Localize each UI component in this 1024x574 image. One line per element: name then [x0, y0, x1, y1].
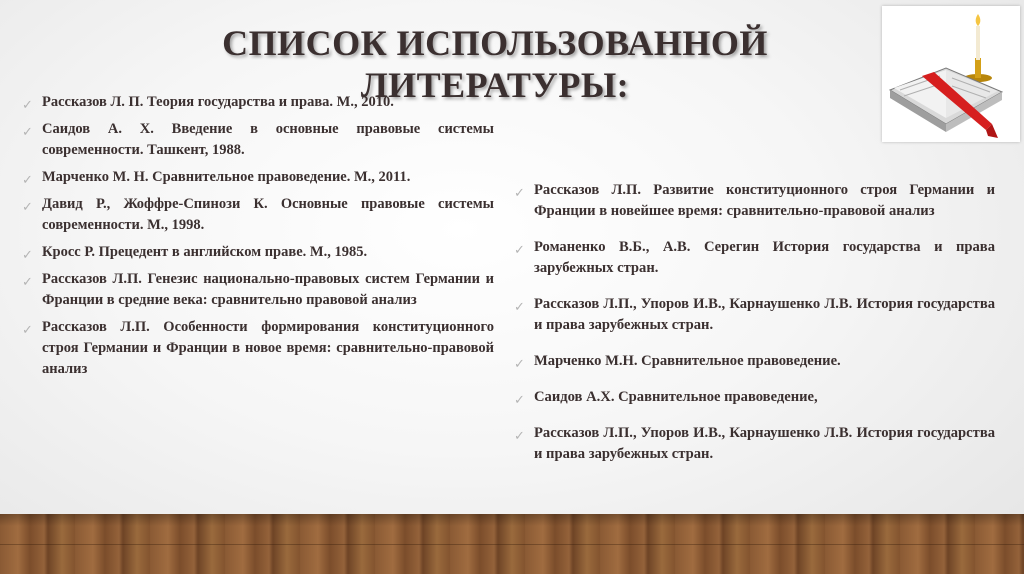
references-list-left — [22, 92, 494, 386]
list-item: ✓ Марченко М.Н. Сравнительное правоведение. — [514, 351, 995, 372]
checkmark-icon: ✓ — [514, 428, 525, 443]
checkmark-icon: ✓ — [514, 356, 525, 371]
list-item: ✓ Романенко В.Б., А.В. Серегин История государства и права зарубежных стран. — [514, 239, 995, 276]
list-item: ✓ Рассказов Л. П. Теория государства и права. М., 2010. — [22, 92, 494, 113]
checkmark-icon: ✓ — [514, 299, 525, 314]
checkmark-icon: ✓ — [514, 185, 525, 200]
list-item: ✓ Рассказов Л.П., Упоров И.В., Карнаушенко Л.В. История государства и права зарубежных стран. — [514, 296, 995, 333]
list-item: ✓ Марченко М. Н. Сравнительное правоведение. М., 2011. — [22, 167, 494, 188]
list-item: ✓ Саидов А. Х. Введение в основные правовые системы современности. Ташкент, 1988. — [22, 121, 494, 158]
checkmark-icon: ✓ — [22, 97, 33, 112]
checkmark-icon: ✓ — [22, 199, 33, 214]
checkmark-icon: ✓ — [22, 274, 33, 289]
checkmark-icon: ✓ — [514, 242, 525, 257]
list-item: ✓ Саидов А.Х. Сравнительное правоведение, — [514, 387, 995, 408]
list-item: ✓ Рассказов Л.П. Особенности формирования конституционного строя Германии и Франции в новое время: сравнительно-правовой анализ — [22, 319, 494, 377]
wooden-floor — [0, 514, 1024, 574]
book-candle-image — [882, 6, 1020, 142]
list-item: ✓ Рассказов Л.П. Развитие конституционного строя Германии и Франции в новейшее время: сравнительно-правовой анализ — [514, 182, 995, 219]
list-item: ✓ Рассказов Л.П. Генезис национально-правовых систем Германии и Франции в средние века: сравнительно правовой анализ — [22, 271, 494, 308]
list-item: ✓ Давид Р., Жоффре-Спинози К. Основные правовые системы современности. М., 1998. — [22, 196, 494, 233]
list-item: ✓ Кросс Р. Прецедент в английском праве. М., 1985. — [22, 242, 494, 263]
book-candle-icon — [882, 6, 1020, 142]
references-list-right — [514, 180, 995, 480]
slide-title: СПИСОК ИСПОЛЬЗОВАННОЙ ЛИТЕРАТУРЫ: — [222, 23, 768, 105]
checkmark-icon: ✓ — [514, 392, 525, 407]
checkmark-icon: ✓ — [22, 124, 33, 139]
checkmark-icon: ✓ — [22, 247, 33, 262]
list-item: ✓ Рассказов Л.П., Упоров И.В., Карнаушенко Л.В. История государства и права зарубежных стран. — [514, 425, 995, 462]
checkmark-icon: ✓ — [22, 172, 33, 187]
checkmark-icon: ✓ — [22, 322, 33, 337]
